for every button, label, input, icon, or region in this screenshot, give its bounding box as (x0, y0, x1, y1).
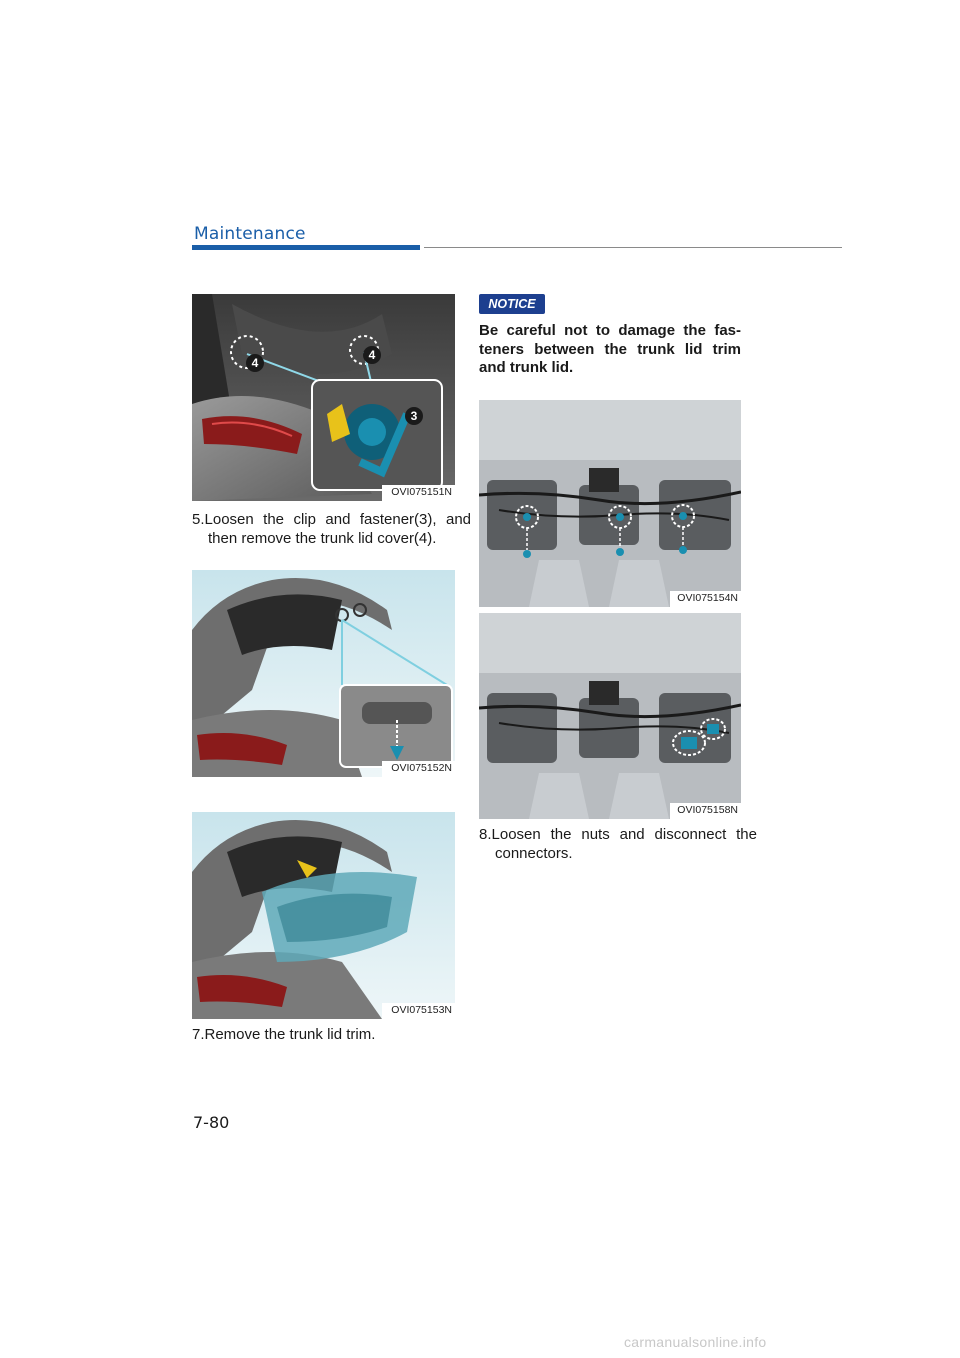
callout-3: 3 (410, 409, 418, 423)
step-7: 7.Remove the trunk lid trim. (192, 1026, 376, 1043)
watermark: carmanualsonline.info (624, 1334, 767, 1350)
figure-code: OVI075154N (677, 592, 738, 604)
figure-trunk-lid-trim (192, 812, 455, 1019)
callout-4b: 4 (368, 348, 376, 362)
figure-clips-screws (192, 570, 455, 777)
figure-code: OVI075152N (391, 762, 452, 774)
callout-4a: 4 (251, 356, 259, 370)
step-5: 5.Loosen the clip and fastener(3), and then remove the trunk lid cover(4). (192, 511, 471, 547)
figure-nuts (479, 400, 741, 607)
header-rule-accent (192, 245, 420, 250)
notice-badge: NOTICE (479, 294, 545, 314)
figure-connectors (479, 613, 741, 819)
step-8: 8.Loosen the nuts and disconnect the connectors. (479, 826, 757, 862)
page-number: 7-80 (193, 1113, 230, 1132)
section-title: Maintenance (194, 224, 306, 244)
figure-code: OVI075151N (391, 486, 452, 498)
figure-code: OVI075158N (677, 804, 738, 816)
notice-text: Be careful not to damage the fas-teners between the trunk lid trim and trunk lid. (479, 322, 741, 376)
header-rule (424, 247, 842, 248)
figure-code: OVI075153N (391, 1004, 452, 1016)
figure-trunk-lid-cover (192, 294, 455, 501)
